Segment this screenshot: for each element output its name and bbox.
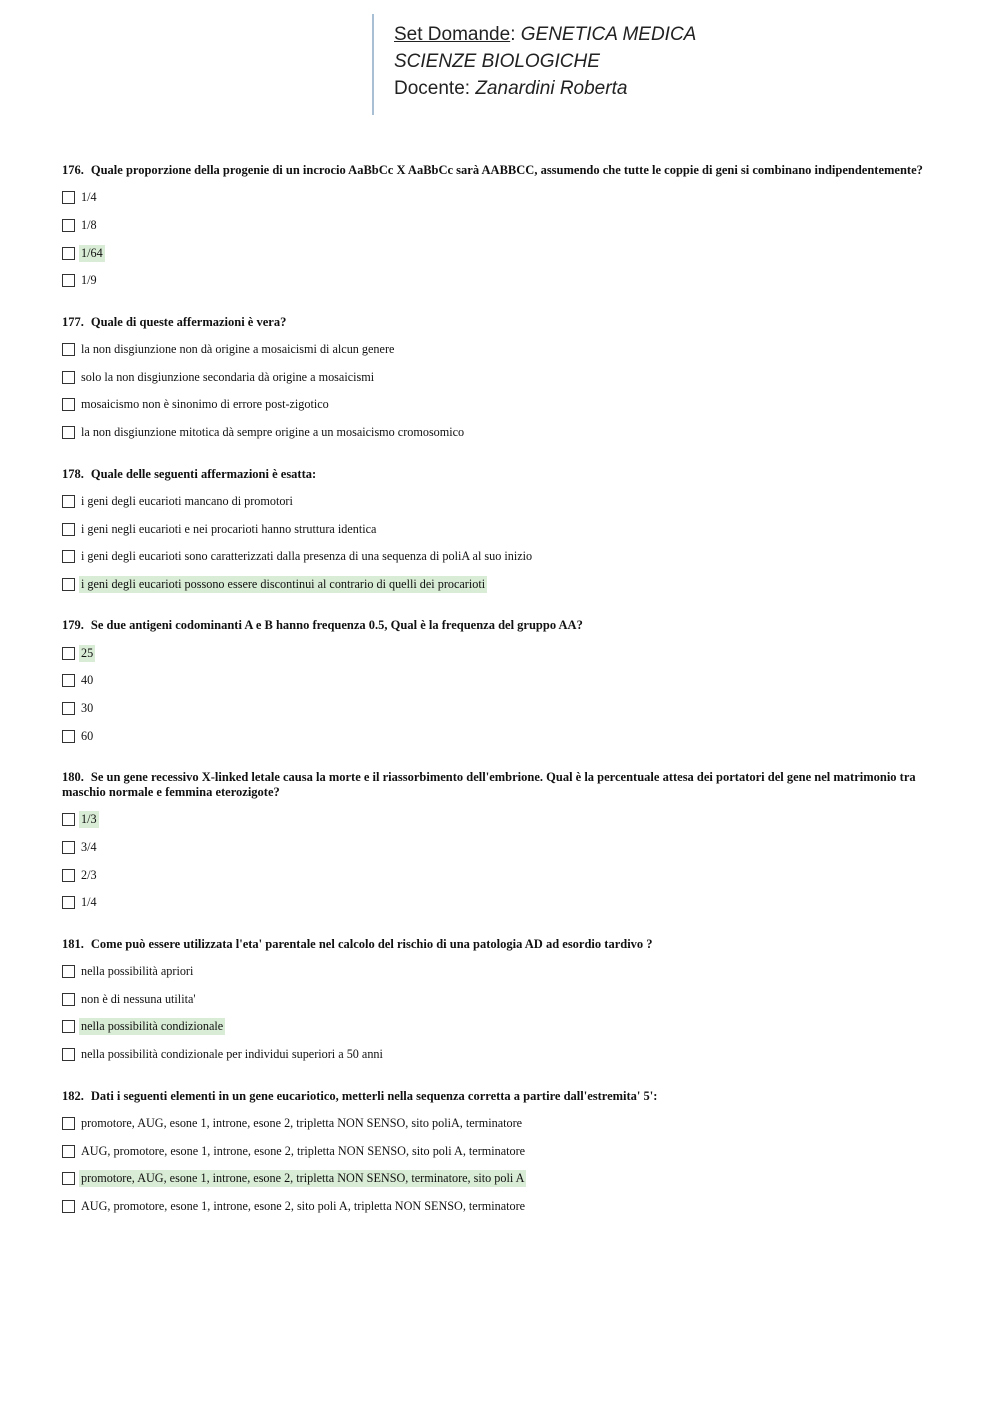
answer-label-highlighted: 25 xyxy=(81,645,94,660)
answer-checkbox[interactable] xyxy=(62,1020,75,1033)
answer-label: promotore, AUG, esone 1, introne, esone 2, tripletta NON SENSO, sito poliA, terminatore xyxy=(81,1115,523,1130)
answer-option[interactable] xyxy=(62,488,942,516)
answer-label: 40 xyxy=(81,673,94,688)
question-body: Dati i seguenti elementi in un gene eucariotico, metterli nella sequenza corretta a partire dall'estremita' 5': xyxy=(90,1088,658,1103)
question-block xyxy=(62,618,942,750)
question-list xyxy=(62,163,942,1240)
answer-checkbox[interactable] xyxy=(62,398,75,411)
answer-label: 2/3 xyxy=(81,867,97,882)
answer-label: nella possibilità condizionale per individui superiori a 50 anni xyxy=(81,1047,383,1062)
answer-label-highlighted: nella possibilità condizionale xyxy=(81,1019,224,1034)
question-text xyxy=(62,1089,942,1104)
answer-option[interactable] xyxy=(62,861,942,889)
subject-name: GENETICA MEDICA xyxy=(520,24,697,45)
answer-checkbox[interactable] xyxy=(62,993,75,1006)
answer-checkbox[interactable] xyxy=(62,495,75,508)
answer-checkbox[interactable] xyxy=(62,578,75,591)
answer-option[interactable] xyxy=(62,889,942,917)
question-text xyxy=(62,937,942,952)
answer-option[interactable] xyxy=(62,1013,942,1041)
answer-checkbox[interactable] xyxy=(62,191,75,204)
answer-label: i geni negli eucarioti e nei procarioti hanno struttura identica xyxy=(81,521,377,536)
answer-label: AUG, promotore, esone 1, introne, esone 2, sito poli A, tripletta NON SENSO, terminatore xyxy=(81,1198,526,1213)
answer-label: i geni degli eucarioti sono caratterizzati dalla presenza di una sequenza di poliA al suo inizio xyxy=(81,549,533,564)
answer-checkbox[interactable] xyxy=(62,1172,75,1185)
answer-label: 60 xyxy=(81,728,94,743)
question-number: 179. xyxy=(62,618,84,633)
answer-checkbox[interactable] xyxy=(62,371,75,384)
question-body: Quale proporzione della progenie di un incrocio AaBbCc X AaBbCc sarà AABBCC, assumendo che tutte le coppie di geni si combinano indipendentemente? xyxy=(90,163,923,177)
answer-label: 1/4 xyxy=(81,895,97,910)
answer-option[interactable] xyxy=(62,239,942,267)
question-body: Quale delle seguenti affermazioni è esatta: xyxy=(90,466,317,481)
answer-option[interactable] xyxy=(62,695,942,723)
answer-checkbox[interactable] xyxy=(62,841,75,854)
answer-option[interactable] xyxy=(62,1165,942,1193)
answer-label: mosaicismo non è sinonimo di errore post-zigotico xyxy=(81,397,329,412)
answer-option[interactable] xyxy=(62,336,942,364)
answer-label: i geni degli eucarioti mancano di promotori xyxy=(81,493,293,508)
teacher-label: Docente: xyxy=(394,78,476,99)
answer-label-highlighted: 1/3 xyxy=(81,812,97,827)
answer-option[interactable] xyxy=(62,985,942,1013)
question-body: Se due antigeni codominanti A e B hanno frequenza 0.5, Qual è la frequenza del gruppo AA? xyxy=(90,618,583,633)
answer-label-highlighted: i geni degli eucarioti possono essere discontinui al contrario di quelli dei procarioti xyxy=(81,576,486,591)
question-block xyxy=(62,770,942,917)
answer-checkbox[interactable] xyxy=(62,523,75,536)
answer-checkbox[interactable] xyxy=(62,274,75,287)
answer-checkbox[interactable] xyxy=(62,1117,75,1130)
question-body: Se un gene recessivo X-linked letale causa la morte e il riassorbimento dell'embrione. Qual è la percentuale attesa dei portatori del gene nel matrimonio tra maschio normale e femmina eterozigote? xyxy=(62,770,916,799)
document-header xyxy=(372,14,696,115)
answer-checkbox[interactable] xyxy=(62,674,75,687)
question-block xyxy=(62,467,942,599)
answer-option[interactable] xyxy=(62,1137,942,1165)
answer-label: 1/4 xyxy=(81,190,97,205)
answer-checkbox[interactable] xyxy=(62,813,75,826)
answer-label: non è di nessuna utilita' xyxy=(81,991,196,1006)
answer-option[interactable] xyxy=(62,722,942,750)
answer-option[interactable] xyxy=(62,1110,942,1138)
answer-option[interactable] xyxy=(62,1041,942,1069)
answer-checkbox[interactable] xyxy=(62,550,75,563)
answer-checkbox[interactable] xyxy=(62,1048,75,1061)
answer-checkbox[interactable] xyxy=(62,869,75,882)
set-line xyxy=(394,21,696,48)
answer-option[interactable] xyxy=(62,667,942,695)
answer-checkbox[interactable] xyxy=(62,965,75,978)
answer-label: AUG, promotore, esone 1, introne, esone 2, tripletta NON SENSO, sito poli A, terminatore xyxy=(81,1143,526,1158)
answer-label-highlighted: 1/64 xyxy=(81,245,103,260)
answer-option[interactable] xyxy=(62,571,942,599)
answer-checkbox[interactable] xyxy=(62,647,75,660)
answer-label: 30 xyxy=(81,700,94,715)
question-number: 176. xyxy=(62,163,84,177)
answer-checkbox[interactable] xyxy=(62,426,75,439)
answer-option[interactable] xyxy=(62,267,942,295)
question-number: 180. xyxy=(62,770,84,784)
answer-checkbox[interactable] xyxy=(62,1200,75,1213)
answer-checkbox[interactable] xyxy=(62,247,75,260)
question-number: 181. xyxy=(62,936,84,951)
answer-label-highlighted: promotore, AUG, esone 1, introne, esone 2, tripletta NON SENSO, terminatore, sito poli A xyxy=(81,1171,525,1186)
teacher-line xyxy=(394,75,696,102)
answer-checkbox[interactable] xyxy=(62,730,75,743)
answer-label: solo la non disgiunzione secondaria dà origine a mosaicismi xyxy=(81,369,375,384)
question-text xyxy=(62,467,942,482)
answer-option[interactable] xyxy=(62,515,942,543)
answer-option[interactable] xyxy=(62,419,942,447)
question-block xyxy=(62,163,942,295)
question-text xyxy=(62,315,942,330)
answer-label: 3/4 xyxy=(81,840,97,855)
question-number: 182. xyxy=(62,1088,84,1103)
answer-checkbox[interactable] xyxy=(62,1145,75,1158)
question-body: Quale di queste affermazioni è vera? xyxy=(90,314,287,329)
question-block xyxy=(62,315,942,447)
teacher-name: Zanardini Roberta xyxy=(475,78,628,99)
answer-option[interactable] xyxy=(62,212,942,240)
answer-option[interactable] xyxy=(62,391,942,419)
course-name: SCIENZE BIOLOGICHE xyxy=(394,51,600,72)
set-label: Set Domande xyxy=(394,24,511,45)
answer-label: la non disgiunzione non dà origine a mosaicismi di alcun genere xyxy=(81,342,395,357)
answer-label: nella possibilità apriori xyxy=(81,964,194,979)
answer-option[interactable] xyxy=(62,639,942,667)
set-separator: : xyxy=(510,24,521,45)
answer-label: la non disgiunzione mitotica dà sempre origine a un mosaicismo cromosomico xyxy=(81,425,465,440)
answer-option[interactable] xyxy=(62,184,942,212)
answer-checkbox[interactable] xyxy=(62,343,75,356)
question-number: 177. xyxy=(62,314,84,329)
answer-label: 1/8 xyxy=(81,218,97,233)
answer-checkbox[interactable] xyxy=(62,702,75,715)
question-body: Come può essere utilizzata l'eta' parentale nel calcolo del rischio di una patologia AD ad esordio tardivo ? xyxy=(90,936,653,951)
answer-option[interactable] xyxy=(62,363,942,391)
answer-option[interactable] xyxy=(62,958,942,986)
answer-option[interactable] xyxy=(62,543,942,571)
question-block xyxy=(62,937,942,1069)
question-text xyxy=(62,770,942,800)
answer-label: 1/9 xyxy=(81,273,97,288)
answer-checkbox[interactable] xyxy=(62,219,75,232)
question-block xyxy=(62,1089,942,1221)
answer-checkbox[interactable] xyxy=(62,896,75,909)
question-text xyxy=(62,618,942,633)
answer-option[interactable] xyxy=(62,834,942,862)
question-text xyxy=(62,163,942,178)
answer-option[interactable] xyxy=(62,806,942,834)
answer-option[interactable] xyxy=(62,1193,942,1221)
question-number: 178. xyxy=(62,466,84,481)
